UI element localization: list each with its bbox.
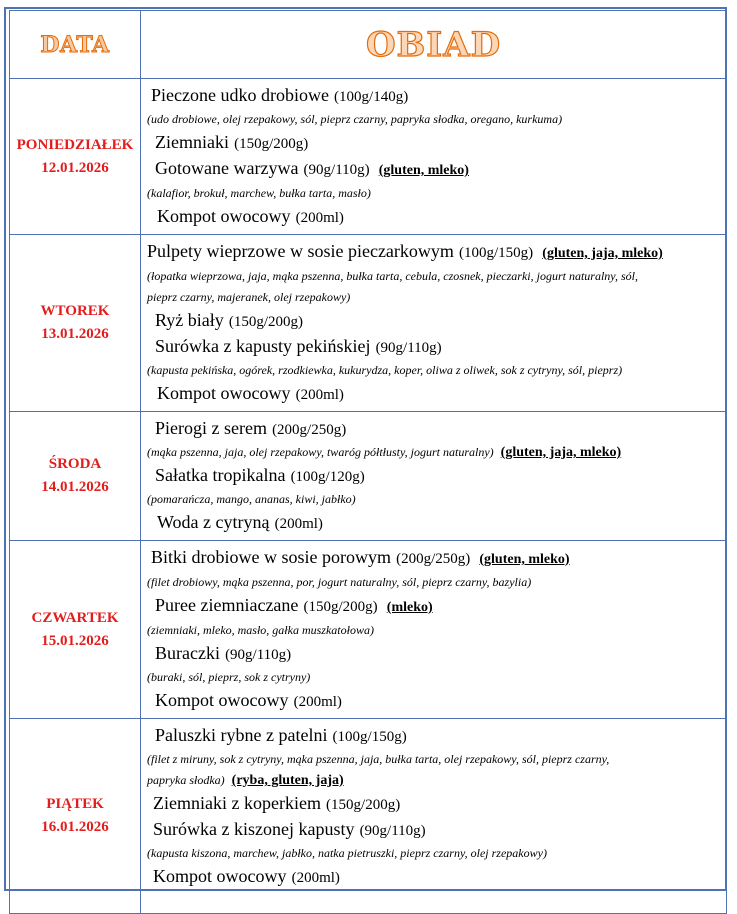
ingredients-text: (kapusta pekińska, ogórek, rzodkiewka, kukurydza, koper, oliwa z oliwek, sok z cytryny, sól, pieprz) bbox=[147, 363, 623, 377]
allergens-label: (ryba, gluten, jaja) bbox=[231, 773, 344, 788]
dish-portion: (150g/200g) bbox=[326, 797, 401, 813]
dish-name: Ryż biały bbox=[155, 310, 224, 330]
ingredients-text: (filet z miruny, sok z cytryny, mąka pszenna, jaja, bułka tarta, olej rzepakowy, sól, pieprz czarny, bbox=[147, 752, 610, 766]
ingredients-text: (kapusta kiszona, marchew, jabłko, natka pietruszki, pieprz czarny, olej rzepakowy) bbox=[147, 846, 547, 860]
day-row bbox=[10, 719, 727, 914]
day-name: ŚRODA bbox=[48, 456, 102, 472]
allergens-label: (gluten, jaja, mleko) bbox=[500, 445, 622, 460]
ingredients-line bbox=[147, 287, 726, 308]
dish-line bbox=[147, 239, 726, 266]
dish-portion: (100g/150g) bbox=[459, 245, 534, 261]
ingredients-line bbox=[147, 266, 726, 287]
ingredients-text: (ziemniaki, mleko, masło, gałka muszkatołowa) bbox=[147, 623, 374, 637]
day-row bbox=[10, 79, 727, 235]
ingredients-text: (filet drobiowy, mąka pszenna, por, jogurt naturalny, sól, pieprz czarny, bazylia) bbox=[147, 575, 532, 589]
ingredients-text: (pomarańcza, mango, ananas, kiwi, jabłko) bbox=[147, 492, 356, 506]
dish-name: Gotowane warzywa bbox=[155, 158, 299, 178]
dish-line bbox=[147, 817, 726, 843]
ingredients-text: (mąka pszenna, jaja, olej rzepakowy, twaróg półtłusty, jogurt naturalny) bbox=[147, 445, 494, 459]
ingredients-line bbox=[147, 749, 726, 770]
dish-line bbox=[147, 463, 726, 489]
day-date: 12.01.2026 bbox=[41, 159, 109, 176]
days-body bbox=[10, 79, 727, 914]
dish-portion: (200g/250g) bbox=[272, 422, 347, 438]
dish-portion: (100g/150g) bbox=[332, 729, 407, 745]
dish-name: Kompot owocowy bbox=[155, 690, 289, 710]
dish-name: Kompot owocowy bbox=[153, 866, 287, 886]
ingredients-line bbox=[147, 843, 726, 864]
dish-line bbox=[147, 83, 726, 109]
dish-portion: (150g/200g) bbox=[303, 599, 378, 615]
dish-portion: (100g/120g) bbox=[290, 469, 365, 485]
dish-name: Woda z cytryną bbox=[157, 512, 270, 532]
dish-portion: (90g/110g) bbox=[225, 647, 292, 663]
dish-name: Ziemniaki bbox=[155, 132, 229, 152]
day-date: 15.01.2026 bbox=[41, 632, 109, 649]
dish-portion: (150g/200g) bbox=[228, 314, 304, 330]
dish-portion: (200ml) bbox=[295, 210, 344, 226]
dish-line bbox=[147, 641, 726, 667]
dish-name: Kompot owocowy bbox=[157, 383, 291, 403]
dish-name: Kompot owocowy bbox=[157, 206, 291, 226]
day-date: 16.01.2026 bbox=[41, 819, 109, 835]
day-cell bbox=[10, 541, 141, 719]
dish-portion: (200ml) bbox=[291, 870, 340, 886]
dish-name: Sałatka tropikalna bbox=[155, 465, 286, 485]
ingredients-line bbox=[147, 109, 726, 130]
header-lunch-cell bbox=[141, 11, 727, 79]
dish-portion: (150g/200g) bbox=[234, 136, 309, 152]
dish-name: Ziemniaki z koperkiem bbox=[153, 793, 321, 813]
ingredients-line bbox=[147, 183, 726, 204]
dish-line bbox=[147, 510, 726, 536]
dish-name: Bitki drobiowe w sosie porowym bbox=[151, 547, 391, 567]
day-name: WTOREK bbox=[40, 303, 110, 319]
dish-line bbox=[147, 545, 726, 572]
dish-portion: (90g/110g) bbox=[303, 162, 370, 178]
header-lunch-label: OBIAD bbox=[365, 24, 502, 65]
day-name: PONIEDZIAŁEK bbox=[16, 136, 134, 153]
dish-line bbox=[147, 334, 726, 360]
menu-cell bbox=[141, 79, 727, 235]
ingredients-text: (udo drobiowe, olej rzepakowy, sól, pieprz czarny, papryka słodka, oregano, kurkuma) bbox=[147, 112, 563, 126]
day-cell bbox=[10, 79, 141, 235]
day-cell bbox=[10, 235, 141, 412]
ingredients-text: (buraki, sól, pieprz, sok z cytryny) bbox=[147, 670, 311, 684]
ingredients-line bbox=[147, 770, 726, 791]
dish-portion: (200ml) bbox=[295, 387, 344, 403]
menu-cell bbox=[141, 235, 727, 412]
dish-line bbox=[147, 723, 726, 749]
dish-line bbox=[147, 864, 726, 890]
dish-portion: (100g/140g) bbox=[334, 89, 409, 105]
ingredients-text: (łopatka wieprzowa, jaja, mąka pszenna, bułka tarta, cebula, czosnek, pieczarki, jogurt naturalny, sól, bbox=[147, 269, 638, 283]
ingredients-line bbox=[147, 572, 726, 593]
dish-line bbox=[147, 381, 726, 407]
ingredients-text: pieprz czarny, majeranek, olej rzepakowy) bbox=[147, 290, 351, 304]
ingredients-text: papryka słodka) bbox=[147, 773, 225, 787]
day-name: CZWARTEK bbox=[31, 609, 119, 626]
dish-line bbox=[147, 593, 726, 620]
dish-line bbox=[147, 416, 726, 442]
ingredients-line bbox=[147, 442, 726, 463]
allergens-label: (gluten, mleko) bbox=[378, 163, 469, 178]
dish-line bbox=[147, 791, 726, 817]
dish-name: Pieczone udko drobiowe bbox=[151, 85, 329, 105]
dish-name: Puree ziemniaczane bbox=[155, 595, 299, 615]
header-date-cell bbox=[10, 11, 141, 79]
ingredients-line bbox=[147, 667, 726, 688]
day-name: PIĄTEK bbox=[46, 796, 104, 812]
dish-portion: (200ml) bbox=[293, 694, 342, 710]
day-row bbox=[10, 235, 727, 412]
menu-cell bbox=[141, 719, 727, 914]
dish-line bbox=[147, 308, 726, 334]
ingredients-line bbox=[147, 620, 726, 641]
allergens-label: (gluten, jaja, mleko) bbox=[542, 246, 663, 261]
dish-name: Pierogi z serem bbox=[155, 418, 267, 438]
allergens-label: (gluten, mleko) bbox=[479, 552, 570, 567]
dish-name: Pulpety wieprzowe w sosie pieczarkowym bbox=[147, 241, 454, 261]
menu-cell bbox=[141, 541, 727, 719]
dish-name: Surówka z kiszonej kapusty bbox=[153, 819, 355, 839]
dish-line bbox=[147, 688, 726, 714]
dish-line bbox=[147, 156, 726, 183]
ingredients-line bbox=[147, 489, 726, 510]
dish-name: Buraczki bbox=[155, 643, 220, 663]
allergens-label: (mleko) bbox=[386, 600, 433, 615]
dish-portion: (90g/110g) bbox=[359, 823, 426, 839]
header-date-label: DATA bbox=[40, 31, 110, 58]
day-row bbox=[10, 541, 727, 719]
ingredients-line bbox=[147, 360, 726, 381]
day-date: 14.01.2026 bbox=[41, 479, 109, 495]
day-cell bbox=[10, 719, 141, 914]
day-date: 13.01.2026 bbox=[41, 326, 109, 342]
dish-line bbox=[147, 204, 726, 230]
dish-name: Surówka z kapusty pekińskiej bbox=[155, 336, 371, 356]
menu-cell bbox=[141, 412, 727, 541]
day-cell bbox=[10, 412, 141, 541]
dish-portion: (200g/250g) bbox=[396, 551, 471, 567]
header-row bbox=[10, 11, 727, 79]
dish-line bbox=[147, 130, 726, 156]
dish-name: Paluszki rybne z patelni bbox=[155, 725, 328, 745]
day-row bbox=[10, 412, 727, 541]
dish-portion: (90g/110g) bbox=[375, 340, 442, 356]
ingredients-text: (kalafior, brokuł, marchew, bułka tarta, masło) bbox=[147, 186, 371, 200]
menu-table bbox=[9, 10, 727, 914]
dish-portion: (200ml) bbox=[274, 516, 323, 532]
